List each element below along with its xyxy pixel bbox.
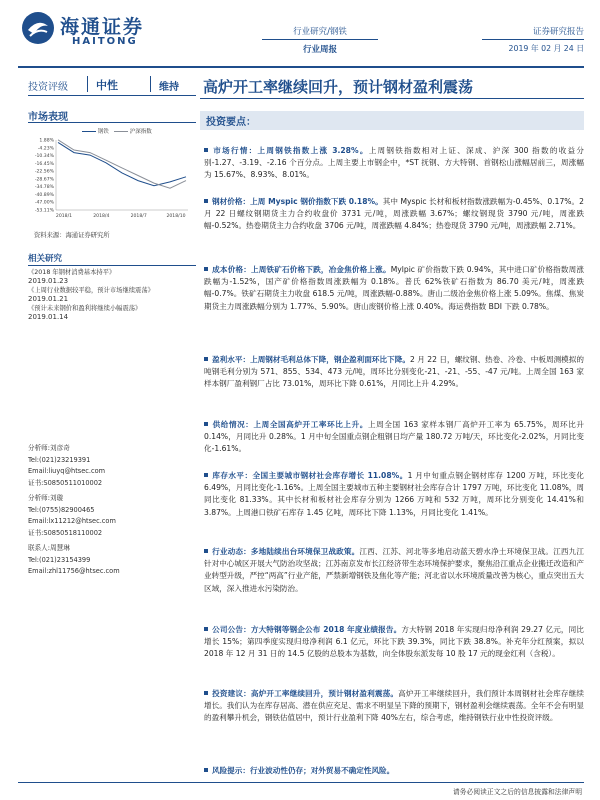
- related-heading: 相关研究: [28, 254, 63, 264]
- bullet-square-icon: [204, 357, 208, 361]
- legend-label-steel: 钢铁: [97, 129, 109, 135]
- series-line-index: [58, 140, 186, 188]
- report-title: 高炉开工率继续回升，预计钢材盈利震荡: [203, 78, 474, 96]
- bullet-square-icon: [204, 627, 208, 631]
- logo-english-name: HAITONG: [72, 36, 138, 47]
- y-tick-label: -40.89%: [34, 192, 54, 198]
- chart-source: 资料来源：海通证券研究所: [34, 232, 110, 239]
- y-tick-label: -34.78%: [34, 185, 54, 191]
- y-tick-label: -53.11%: [34, 208, 54, 214]
- y-tick-label: -47.00%: [34, 200, 54, 206]
- bullet-square-icon: [204, 148, 208, 152]
- analyst-cert: 证书:S0850511010002: [28, 478, 103, 487]
- rating-value: 中性: [96, 79, 118, 92]
- key-points-banner: [200, 111, 584, 130]
- rating-underline: [28, 95, 196, 96]
- logo-chinese-name: 海通证券: [60, 16, 145, 38]
- bullet-steel-price: 钢材价格：上周 Myspic 钢价指数下跌 0.18%。其中 Myspic 长材和板材指数涨跌幅为-0.45%、0.17%。2 月 22 日螺纹钢期货主力合约收盘价 3731 元/吨，周涨跌幅 3.67%；螺纹钢现货 3790 元/吨，周涨跌幅-0.52%。热卷期货主力合约收盘 3706 元/吨，周涨跌幅 4.84%；热卷现货 3790 元/吨，周涨跌幅 2.71%。: [204, 197, 584, 231]
- title-underline: [200, 98, 584, 99]
- related-item-date: 2019.01.14: [28, 313, 69, 321]
- analyst-name: 分析师:刘彦奇: [28, 444, 70, 452]
- y-tick-label: -10.34%: [34, 154, 54, 160]
- report-type: 行业周报: [302, 45, 337, 55]
- analyst-name: 联系人:周慧琳: [28, 544, 70, 552]
- footer-divider: [18, 782, 584, 783]
- rating-action: 维持: [159, 82, 179, 93]
- bullet-industry: 行业动态：多地陆续出台环境保卫战政策。江西、江苏、河北等多地启动蓝天碧水净土环境保卫战。江西九江针对中心城区开展大气防治攻坚战；江苏南京发布长江经济带生态环境保护要求，聚焦沿江重点企业搬迁改造和产业转型升级，严控“两高”行业产能，严禁新增钢铁及焦化等产能；河北省以水环境质量改善为核心，重点突出五大区域，深入推进水污染防治。: [204, 547, 584, 593]
- bullet-square-icon: [204, 473, 208, 477]
- bullet-profit: 盈利水平：上周钢材毛利总体下降，钢企盈利面环比下降。2 月 22 日，螺纹钢、热卷、冷卷、中板周测模拟的吨钢毛利分别为 571、855、534、473 元/吨，周环比分别变化-21、-21、-55、-47 元/吨。上周全国 163 家样本钢厂盈利钢厂占比 73.01%，周环比下降 0.61%，月同比上升 4.29%。: [204, 355, 585, 389]
- x-tick-label: 2018/1: [55, 214, 73, 219]
- y-tick-label: 1.88%: [39, 138, 54, 144]
- analyst-tel: Tel:(021)23154399: [28, 555, 91, 564]
- bullet-investment: 投资建议：高炉开工率继续回升，预计钢材盈利震荡。高炉开工率继续回升，我们预计本周钢材社会库存继续增长。我们认为在库存居高、潜在供应充足、需求不明显呈下降的预期下，钢材盈利会继续震荡。全年不会有明显的盈利攀升机会，钢铁估值居中，预计行业盈利下降 40%左右，综合考虑，维持钢铁行业中性投资评级。: [204, 689, 584, 723]
- analyst-tel: Tel:(021)23219391: [28, 455, 91, 464]
- legend-swatch-steel: [82, 131, 96, 132]
- market-chart: [28, 136, 196, 226]
- related-item[interactable]: 《2018 年钢材消费基本持平》: [28, 269, 116, 276]
- report-category: 行业研究/钢铁: [293, 27, 347, 37]
- analyst-email[interactable]: Email:zhl11756@htsec.com: [28, 567, 120, 575]
- analyst-email[interactable]: Email:lx11212@htsec.com: [28, 517, 116, 525]
- header-right-rule: [482, 39, 584, 40]
- series-line-steel: [58, 142, 186, 185]
- report-label: 证券研究报告: [532, 27, 584, 37]
- related-item-date: 2019.01.23: [28, 277, 69, 285]
- analyst-cert: 证书:S0850518110002: [28, 528, 103, 537]
- report-date: 2019 年 02 月 24 日: [508, 44, 584, 53]
- bullet-square-icon: [204, 768, 208, 772]
- analyst-tel: Tel:(0755)82900465: [28, 505, 95, 514]
- logo: [20, 10, 170, 52]
- y-tick-label: -16.45%: [34, 161, 54, 167]
- bullet-square-icon: [204, 422, 208, 426]
- x-tick-label: 2018/10: [166, 214, 186, 219]
- market-heading: 市场表现: [28, 112, 68, 123]
- analyst-email[interactable]: Email:liuyq@htsec.com: [28, 467, 106, 475]
- bullet-square-icon: [204, 267, 208, 271]
- bullet-risk: 风险提示：行业波动性仍存；对外贸易不确定性风险。: [204, 765, 584, 777]
- bullet-supply: 供给情况：上周全国高炉开工率环比上升。上周全国 163 家样本钢厂高炉开工率为 65.75%，周环比升 0.14%，月同比升 0.28%。1 月中旬全国重点钢企粗钢日均产量 180.72 万吨/天，环比变化-2.02%，月同比变化-1.61%。: [204, 420, 584, 454]
- logo-emblem-icon: [20, 10, 56, 46]
- disclaimer-footer: 请务必阅读正文之后的信息披露和法律声明: [452, 788, 582, 796]
- header-divider: [18, 66, 584, 68]
- bullet-square-icon: [204, 199, 208, 203]
- y-tick-label: -22.56%: [34, 169, 54, 175]
- bullet-inventory: 库存水平：全国主要城市钢材社会库存增长 11.08%。1 月中旬重点钢企钢材库存 1200 万吨，环比变化 6.49%，月同比变化-1.16%。上周全国主要城市五种主要钢材社会库存合计 1797 万吨，环比变化 11.08%，周同比变化 81.33%。其中长材和板材社会库存分别为 1266 万吨和 532 万吨，周环比分别变化 14.41%和 3.87%。上周港口铁矿石库存 1.45 亿吨，周环比下降 1.13%，月同比变化 1.41%。: [204, 471, 584, 517]
- y-tick-label: -4.23%: [37, 146, 54, 152]
- x-tick-label: 2018/7: [130, 214, 147, 219]
- rating-separator: [150, 76, 151, 92]
- analyst-name: 分析师:刘璇: [28, 494, 64, 502]
- legend-label-index: 沪深指数: [129, 129, 152, 135]
- related-item[interactable]: 《上周行业数据较平稳，预计市场继续震荡》: [28, 287, 154, 294]
- x-tick-label: 2018/4: [93, 214, 110, 219]
- bullet-company: 公司公告：方大特钢等钢企公布 2018 年度业绩报告。方大特钢 2018 年实现归母净利润 29.27 亿元，同比增长 15%；第四季度实现归母净利润 6.1 亿元，环比下跌 39.3%，同比下跌 38.8%。补充年分红预案，拟以 2018 年 12 月 31 日的 14.5 亿股的总股本为基数，向全体股东派发每 10 股 17 元的现金红利（含税）。: [204, 625, 585, 659]
- rating-label: 投资评级: [28, 82, 68, 93]
- chart-legend: [82, 127, 152, 135]
- bullet-square-icon: [204, 549, 208, 553]
- bullet-cost: 成本价格：上周铁矿石价格下跌，冶金焦价格上涨。Mylpic 矿价指数下跌 0.94%，其中进口矿价格指数周涨跌幅为-1.52%，国产矿价格指数周涨跌幅为 0.18%。普氏 62%铁矿石指数为 86.70 美元/吨，周涨跌幅-0.7%。铁矿石期货主力收盘 618.5 元/吨，周涨跌幅-0.88%。唐山二级冶金焦价格上涨 5.09%。焦煤、焦炭期货主力周涨跌幅分别为 1.77%、5.90%。唐山废钢价格上涨 0.40%。海运费指数 BDI 下跌 0.78%。: [204, 265, 584, 311]
- related-item-date: 2019.01.21: [28, 295, 69, 303]
- related-list: [28, 268, 196, 322]
- y-tick-label: -28.67%: [34, 177, 54, 183]
- bullet-market: 市场行情：上周钢铁指数上涨 3.28%。上周钢铁指数相对上证、深成、沪深 300 指数的收益分别-1.27、-3.19、-2.16 个百分点。上周主要上市钢企中，*ST 抚钢、方大特钢、首钢松山涨幅居前三，周涨幅为 15.67%、8.93%、8.01%。: [204, 146, 584, 180]
- analyst-block: [28, 443, 196, 578]
- key-points-heading: 投资要点：: [206, 117, 256, 128]
- rating-separator: [87, 76, 88, 92]
- legend-swatch-index: [114, 131, 128, 132]
- bullet-square-icon: [204, 691, 208, 695]
- header-mid-rule: [262, 39, 378, 40]
- market-heading-rule: [28, 122, 196, 123]
- related-heading-rule: [28, 265, 196, 266]
- related-item[interactable]: 《预计未来钢价和盈利将继续小幅震荡》: [28, 305, 142, 312]
